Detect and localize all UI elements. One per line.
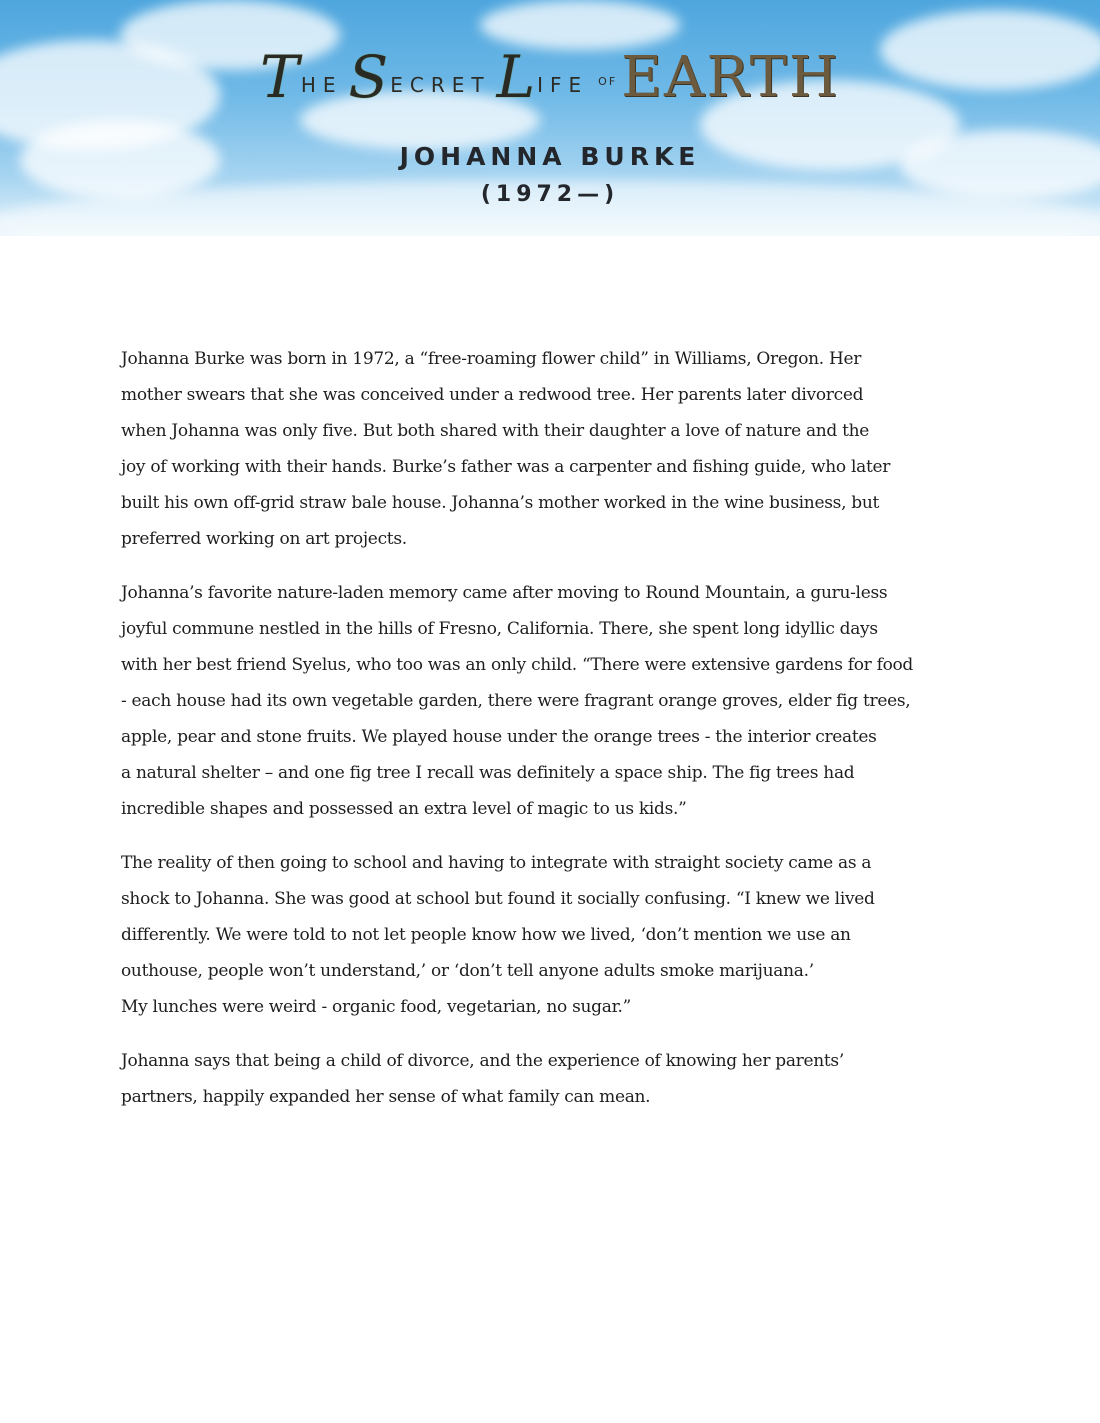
site-logo: [0, 43, 1100, 111]
text-line: incredible shapes and possessed an extra level of magic to us kids.”: [121, 799, 687, 819]
text-line: outhouse, people won’t understand,’ or ‘don’t tell anyone adults smoke marijuana.’: [121, 961, 814, 981]
text-line: Johanna’s favorite nature-laden memory came after moving to Round Mountain, a guru-less: [121, 583, 888, 603]
biography-body: [121, 341, 1001, 1133]
text-line: - each house had its own vegetable garden, there were fragrant orange groves, elder fig trees,: [121, 691, 911, 711]
logo-initial-t: T: [260, 43, 299, 111]
text-line: The reality of then going to school and having to integrate with straight society came as a: [121, 853, 872, 873]
logo-text-ecret: ECRET: [390, 73, 491, 97]
paragraph: [121, 575, 1001, 827]
text-line: built his own off-grid straw bale house. Johanna’s mother worked in the wine business, but: [121, 493, 880, 513]
text-line: joyful commune nestled in the hills of Fresno, California. There, she spent long idyllic days: [121, 619, 878, 639]
text-line: a natural shelter – and one fig tree I recall was definitely a space ship. The fig trees had: [121, 763, 855, 783]
sky-header: [0, 0, 1100, 236]
text-line: joy of working with their hands. Burke’s father was a carpenter and fishing guide, who later: [121, 457, 891, 477]
logo-text-earth: EARTH: [621, 45, 840, 110]
text-line: partners, happily expanded her sense of what family can mean.: [121, 1087, 651, 1107]
page-title: JOHANNA BURKE: [399, 142, 701, 171]
text-line: preferred working on art projects.: [121, 529, 407, 549]
text-line: Johanna Burke was born in 1972, a “free-roaming flower child” in Williams, Oregon. Her: [121, 349, 862, 369]
paragraph: [121, 845, 1001, 1025]
text-line: differently. We were told to not let people know how we lived, ‘don’t mention we use an: [121, 925, 851, 945]
logo-initial-l: L: [496, 43, 536, 111]
paragraph: [121, 341, 1001, 557]
text-line: apple, pear and stone fruits. We played house under the orange trees - the interior creates: [121, 727, 877, 747]
text-line: My lunches were weird - organic food, vegetarian, no sugar.”: [121, 997, 632, 1017]
logo-text-he: HE: [300, 73, 343, 97]
text-line: mother swears that she was conceived under a redwood tree. Her parents later divorced: [121, 385, 864, 405]
logo-text-ife: IFE: [537, 73, 589, 97]
logo-text-of: OF: [598, 75, 618, 88]
text-line: Johanna says that being a child of divorce, and the experience of knowing her parents’: [121, 1051, 844, 1071]
paragraph: [121, 1043, 1001, 1115]
text-line: with her best friend Syelus, who too was an only child. “There were extensive gardens for food: [121, 655, 914, 675]
text-line: when Johanna was only five. But both shared with their daughter a love of nature and the: [121, 421, 870, 441]
logo-initial-s: S: [348, 43, 389, 111]
life-dates: (1972—): [480, 182, 620, 207]
text-line: shock to Johanna. She was good at school but found it socially confusing. “I knew we lived: [121, 889, 875, 909]
